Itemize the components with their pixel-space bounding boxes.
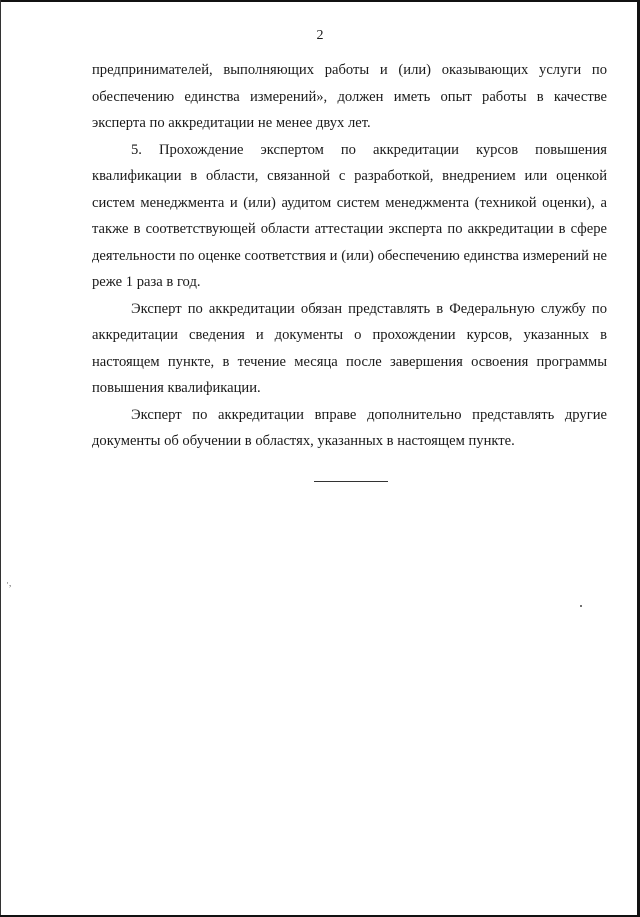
document-body bbox=[92, 57, 607, 455]
scan-speck bbox=[580, 605, 582, 607]
paragraph-continuation: предпринимателей, выполняющих работы и (или) оказывающих услуги по обеспечению единства измерений», должен иметь опыт работы в качестве эксперта по аккредитации не менее двух лет. bbox=[92, 62, 607, 131]
page-number: 2 bbox=[316, 28, 324, 43]
scan-border-left bbox=[0, 0, 1, 917]
scan-mark: ·, bbox=[6, 578, 12, 588]
paragraph-item-5: 5. Прохождение экспертом по аккредитации курсов повышения квалификации в области, связанной с разработкой, внедрением или оценкой систем менеджмента и (или) аудитом систем менеджмента (техникой оценки), а также в соответствующей области аттестации эксперта по аккредитации в сфере деятельности по оценке соответствия и (или) обеспечению единства измерений не реже 1 раза в год. bbox=[92, 141, 607, 290]
paragraph-right: Эксперт по аккредитации вправе дополнительно представлять другие документы об обучении в областях, указанных в настоящем пункте. bbox=[92, 406, 607, 449]
scan-border-top bbox=[0, 0, 640, 2]
end-separator-line bbox=[314, 481, 388, 482]
paragraph-obligation: Эксперт по аккредитации обязан представлять в Федеральную службу по аккредитации сведения и документы о прохождении курсов, указанных в настоящем пункте, в течение месяца после завершения освоения программы повышения квалификации. bbox=[92, 300, 607, 396]
